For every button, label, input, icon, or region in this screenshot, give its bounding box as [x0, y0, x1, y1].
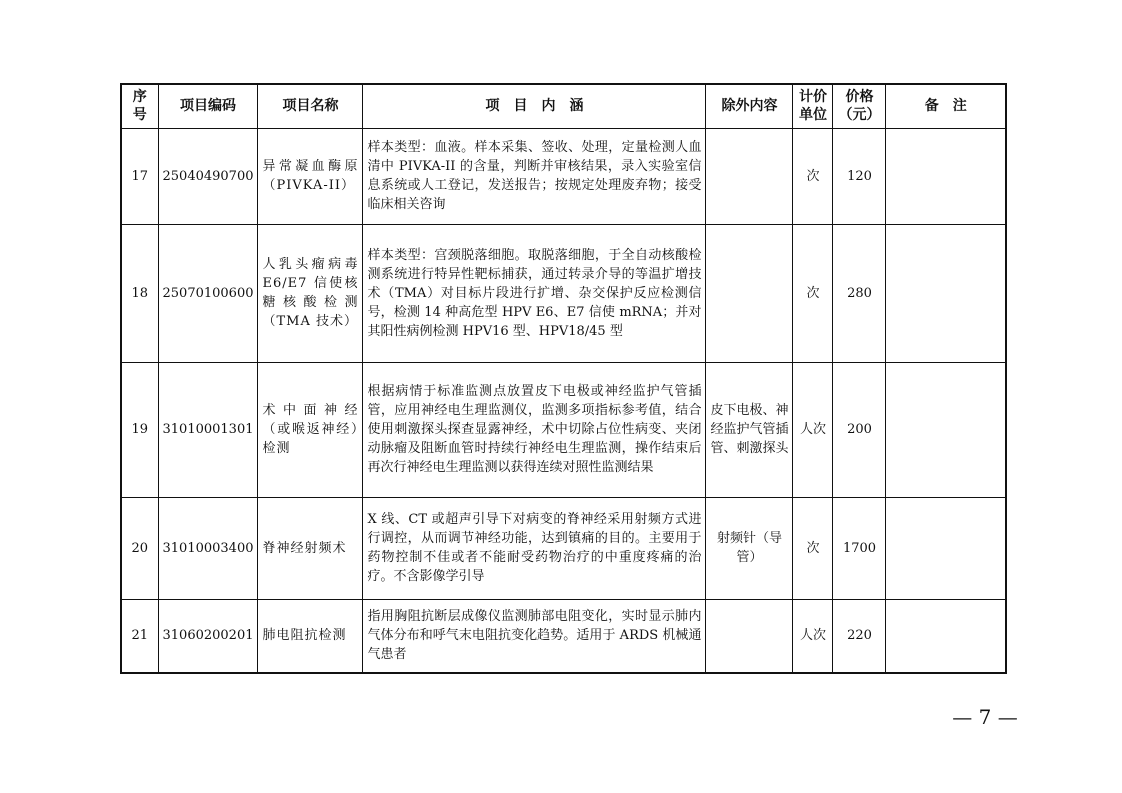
- table-row: [121, 224, 1006, 362]
- cell-unit: 次: [793, 224, 833, 362]
- header-remark: 备 注: [886, 84, 1006, 128]
- cell-code: 31010001301: [158, 362, 258, 497]
- header-unit: 计价单位: [793, 84, 833, 128]
- cell-remark: [886, 128, 1006, 224]
- header-name: 项目名称: [258, 84, 363, 128]
- header-price: 价格（元）: [833, 84, 886, 128]
- cell-content: 根据病情于标准监测点放置皮下电极或神经监护气管插管，应用神经电生理监测仪，监测多项指标参考值，结合使用刺激探头探查显露神经，术中切除占位性病变、夹闭动脉瘤及阻断血管时持续行神经电生理监测，操作结束后再次行神经电生理监测以获得连续对照性监测结果: [363, 362, 706, 497]
- cell-name: 术中面神经（或喉返神经）检测: [258, 362, 363, 497]
- cell-name: 肺电阻抗检测: [258, 599, 363, 673]
- cell-seq: 20: [121, 497, 158, 599]
- table-row: [121, 497, 1006, 599]
- header-seq: 序号: [121, 84, 158, 128]
- cell-code: 25040490700: [158, 128, 258, 224]
- cell-unit: 人次: [793, 362, 833, 497]
- header-row: [121, 84, 1006, 128]
- cell-remark: [886, 224, 1006, 362]
- cell-excluded: [706, 599, 793, 673]
- cell-price: 220: [833, 599, 886, 673]
- cell-seq: 18: [121, 224, 158, 362]
- cell-seq: 17: [121, 128, 158, 224]
- cell-price: 120: [833, 128, 886, 224]
- cell-remark: [886, 362, 1006, 497]
- cell-name: 人乳头瘤病毒 E6/E7 信使核糖核酸检测（TMA 技术）: [258, 224, 363, 362]
- header-content: 项 目 内 涵: [363, 84, 706, 128]
- cell-price: 280: [833, 224, 886, 362]
- table-row: [121, 362, 1006, 497]
- header-excluded: 除外内容: [706, 84, 793, 128]
- cell-name: 脊神经射频术: [258, 497, 363, 599]
- cell-content: 样本类型：宫颈脱落细胞。取脱落细胞，于全自动核酸检测系统进行特异性靶标捕获，通过转录介导的等温扩增技术（TMA）对目标片段进行扩增、杂交保护反应检测信号，检测 14 种高危型 HPV E6、E7 信使 mRNA；并对其阳性病例检测 HPV16 型、HPV18/45 型: [363, 224, 706, 362]
- cell-seq: 19: [121, 362, 158, 497]
- cell-content: 指用胸阻抗断层成像仪监测肺部电阻变化，实时显示肺内气体分布和呼气末电阻抗变化趋势。适用于 ARDS 机械通气患者: [363, 599, 706, 673]
- table-row: [121, 599, 1006, 673]
- cell-excluded: 皮下电极、神经监护气管插管、刺激探头: [706, 362, 793, 497]
- header-code: 项目编码: [158, 84, 258, 128]
- cell-excluded: [706, 224, 793, 362]
- cell-unit: 次: [793, 497, 833, 599]
- cell-content: X 线、CT 或超声引导下对病变的脊神经采用射频方式进行调控，从而调节神经功能，达到镇痛的目的。主要用于药物控制不佳或者不能耐受药物治疗的中重度疼痛的治疗。不含影像学引导: [363, 497, 706, 599]
- cell-remark: [886, 497, 1006, 599]
- cell-code: 25070100600: [158, 224, 258, 362]
- cell-unit: 人次: [793, 599, 833, 673]
- cell-name: 异常凝血酶原（PIVKA-II）: [258, 128, 363, 224]
- cell-code: 31010003400: [158, 497, 258, 599]
- cell-seq: 21: [121, 599, 158, 673]
- cell-code: 31060200201: [158, 599, 258, 673]
- price-table: [120, 83, 1007, 674]
- cell-price: 1700: [833, 497, 886, 599]
- cell-excluded: [706, 128, 793, 224]
- cell-excluded: 射频针（导管）: [706, 497, 793, 599]
- cell-unit: 次: [793, 128, 833, 224]
- table-row: [121, 128, 1006, 224]
- cell-price: 200: [833, 362, 886, 497]
- cell-remark: [886, 599, 1006, 673]
- page-number: — 7 —: [952, 705, 1018, 729]
- cell-content: 样本类型：血液。样本采集、签收、处理，定量检测人血清中 PIVKA-II 的含量，判断并审核结果，录入实验室信息系统或人工登记，发送报告；按规定处理废弃物；接受临床相关咨询: [363, 128, 706, 224]
